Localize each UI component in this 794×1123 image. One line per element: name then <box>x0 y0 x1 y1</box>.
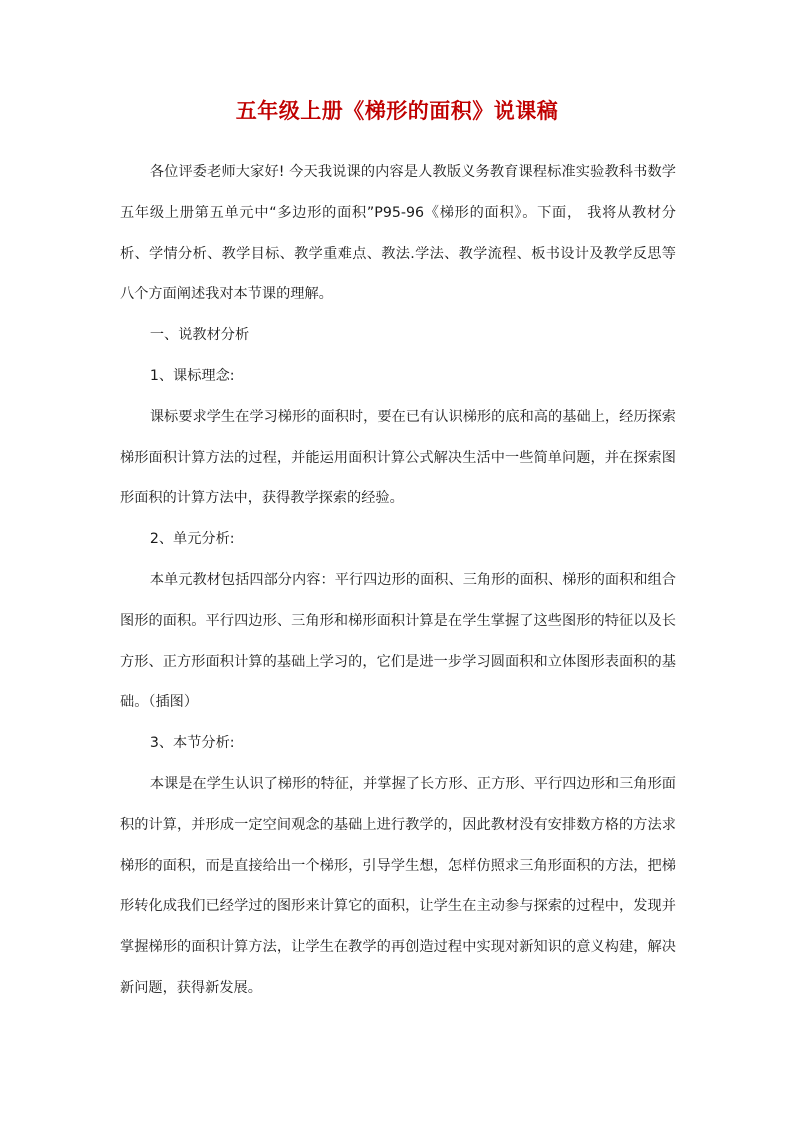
paragraph-lesson-analysis: 本课是在学生认识了梯形的特征，并掌握了长方形、正方形、平行四边形和三角形面积的计算，并形成一定空间观念的基础上进行教学的，因此教材没有安排数方格的方法求梯形的面积，而是直接给出一个梯形，引导学生想，怎样仿照求三角形面积的方法，把梯形转化成我们已经学过的图形来计算它的面积，让学生在主动参与探索的过程中，发现并掌握梯形的面积计算方法，让学生在教学的再创造过程中实现对新知识的意义构建，解决新问题，获得新发展。 <box>120 775 676 996</box>
paragraph-curriculum-concept: 课标要求学生在学习梯形的面积时，要在已有认识梯形的底和高的基础上，经历探索梯形面积计算方法的过程，并能运用面积计算公式解决生活中一些简单问题，并在探索图形面积的计算方法中，获得教学探索的经验。 <box>120 408 676 507</box>
document-body <box>120 152 676 1009</box>
document-title: 五年级上册《梯形的面积》说课稿 <box>235 98 559 123</box>
subheading-lesson-analysis: 3、本节分析: <box>149 735 235 752</box>
subheading-unit-analysis: 2、单元分析: <box>149 531 235 548</box>
section-heading-textbook-analysis: 一、说教材分析 <box>149 327 250 344</box>
intro-paragraph: 各位评委老师大家好! 今天我说课的内容是人教版义务教育课程标准实验教科书数学五年级上册第五单元中“多边形的面积”P95-96《梯形的面积》。下面， 我将从教材分析、学情分析、教学目标、教学重难点、教法.学法、教学流程、板书设计及教学反思等八个方面阐述我对本节课的理解。 <box>120 164 676 303</box>
paragraph-unit-analysis: 本单元教材包括四部分内容：平行四边形的面积、三角形的面积、梯形的面积和组合图形的面积。平行四边形、三角形和梯形面积计算是在学生掌握了这些图形的特征以及长方形、正方形面积计算的基础上学习的，它们是进一步学习圆面积和立体图形表面积的基础。（插图） <box>120 571 676 711</box>
subheading-curriculum-concept: 1、课标理念: <box>149 367 235 384</box>
